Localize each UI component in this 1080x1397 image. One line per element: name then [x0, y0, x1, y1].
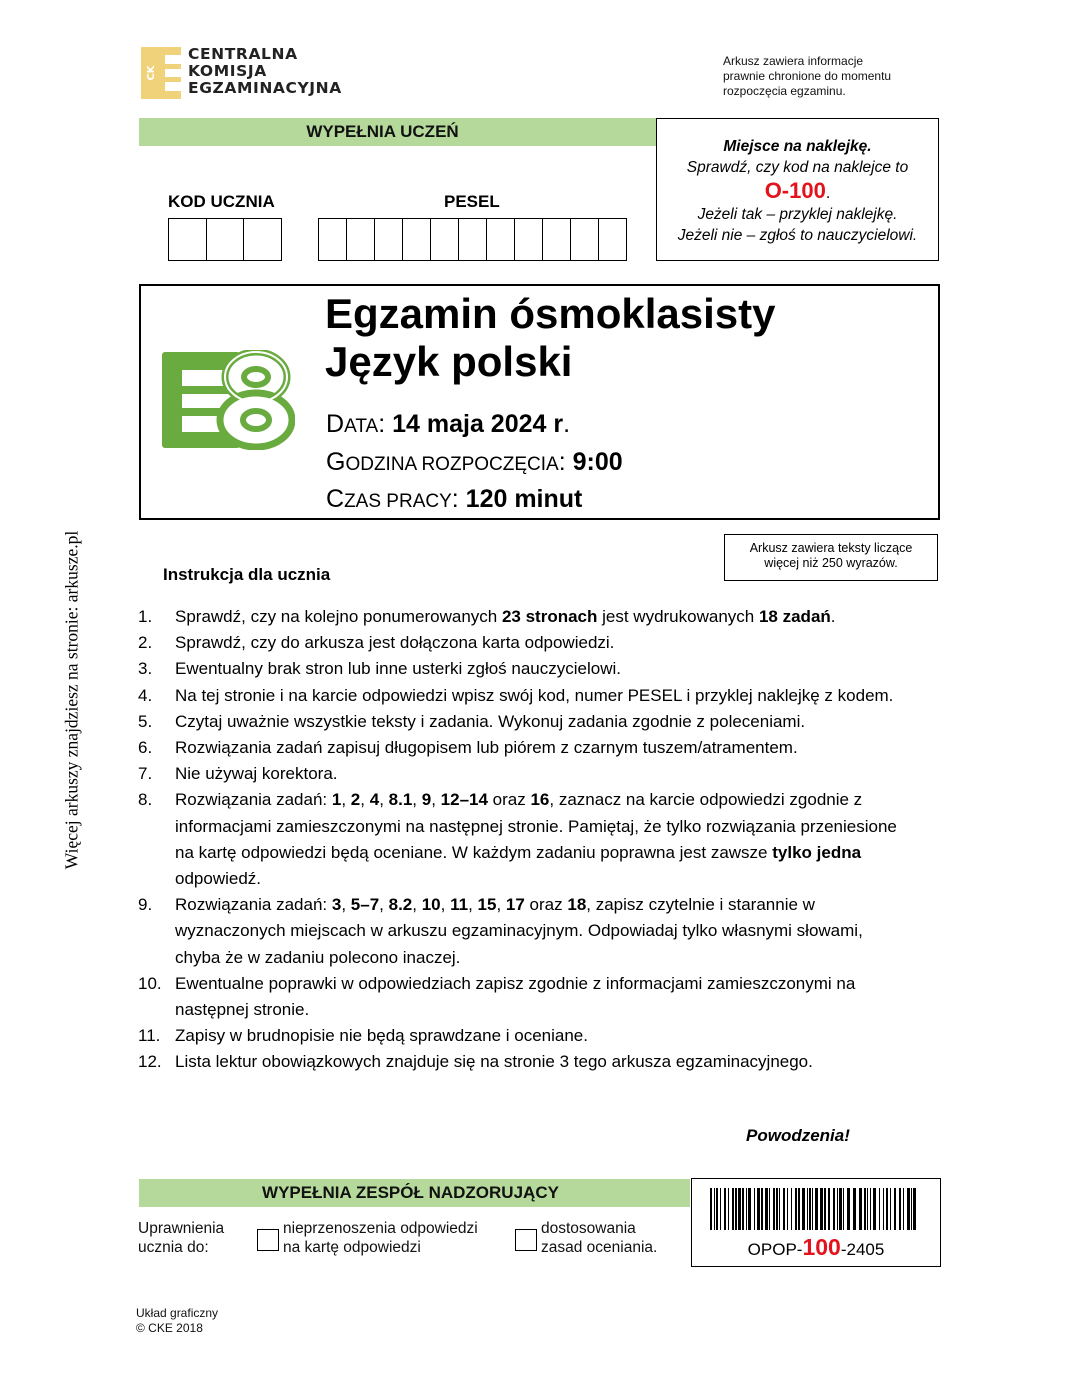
pesel-digit-box[interactable] [599, 219, 626, 260]
instruction-item [138, 1023, 898, 1049]
barcode-prefix: OPOP- [747, 1240, 803, 1259]
legal-note [723, 54, 891, 99]
instruction-number: 10. [138, 973, 162, 993]
no-answer-transfer-checkbox[interactable] [257, 1229, 279, 1251]
pesel-digit-box[interactable] [319, 219, 347, 260]
instruction-number: 4. [138, 685, 153, 705]
duration-label-cap: C [326, 485, 345, 513]
option1-line: nieprzenoszenia odpowiedzi [283, 1220, 478, 1237]
kod-digit-box[interactable] [244, 219, 281, 260]
logo-line-2: KOMISJA [188, 62, 267, 80]
adjusted-grading-label [541, 1219, 657, 1257]
instruction-item [138, 656, 898, 682]
kod-ucznia-label: KOD UCZNIA [168, 192, 275, 211]
cke-logo-text [188, 46, 342, 97]
sticker-code: O-100 [764, 178, 826, 203]
instruction-text: Ewentualne poprawki w odpowiedziach zapisz zgodnie z informacjami zamieszczonymi na następnej stronie. [175, 973, 856, 1020]
instruction-number: 6. [138, 738, 153, 758]
instruction-number: 3. [138, 659, 153, 679]
instruction-item [138, 604, 898, 630]
supervisor-band-label: WYPEŁNIA ZESPÓŁ NADZORUJĄCY [262, 1183, 559, 1202]
instruction-number: 8. [138, 790, 153, 810]
date-value: 14 maja 2024 r [392, 410, 564, 438]
exam-title-line-1: Egzamin ósmoklasisty [325, 290, 776, 337]
instruction-number: 12. [138, 1052, 162, 1072]
instruction-text: Czytaj uważnie wszystkie teksty i zadania. Wykonuj zadania zgodnie z poleceniami. [175, 711, 806, 731]
barcode-suffix: -2405 [840, 1240, 885, 1259]
duration-label-rest: ZAS [344, 491, 387, 512]
date-label-cap: D [326, 410, 345, 438]
instruction-text: Lista lektur obowiązkowych znajduje się na stronie 3 tego arkusza egzaminacyjnego. [175, 1052, 813, 1072]
sticker-title: Miejsce na naklejkę. [723, 138, 872, 155]
barcode-icon [710, 1188, 920, 1230]
duration-value: 120 minut [465, 485, 583, 513]
instruction-text: Sprawdź, czy do arkusza jest dołączona karta odpowiedzi. [175, 633, 615, 653]
good-luck-text: Powodzenia! [746, 1126, 850, 1145]
rights-label-line: ucznia do: [138, 1239, 209, 1256]
logo-line-1: CENTRALNA [188, 45, 298, 63]
pesel-label: PESEL [444, 192, 500, 211]
exam-date: DATA: 14 maja 2024 r. [326, 410, 571, 438]
instruction-number: 7. [138, 764, 153, 784]
date-label-rest: ATA [344, 416, 379, 437]
footer-credit [136, 1306, 218, 1336]
footer-line: Układ graficzny [136, 1306, 219, 1320]
pesel-digit-box[interactable] [403, 219, 431, 260]
barcode-code [691, 1234, 941, 1261]
pesel-digit-box[interactable] [375, 219, 403, 260]
instruction-item [138, 971, 898, 1023]
sticker-placeholder[interactable] [656, 118, 939, 261]
kod-ucznia-input[interactable] [168, 218, 282, 261]
instruction-text: Sprawdź, czy na kolejno ponumerowanych 23 stronach jest wydrukowanych 18 zadań. [175, 607, 836, 626]
side-watermark: Więcej arkuszy znajdziesz na stronie: arkusze.pl [61, 530, 82, 870]
pesel-digit-box[interactable] [459, 219, 487, 260]
legal-note-line: prawnie chronione do momentu [723, 69, 892, 83]
instruction-item [138, 892, 898, 971]
exam-title [325, 290, 776, 386]
option1-line: na kartę odpowiedzi [283, 1239, 421, 1256]
e8-logo-icon [160, 350, 295, 450]
svg-text:CK: CK [146, 65, 157, 81]
adjusted-grading-checkbox[interactable] [515, 1229, 537, 1251]
instruction-item [138, 709, 898, 735]
pesel-digit-box[interactable] [571, 219, 599, 260]
legal-note-line: rozpoczęcia egzaminu. [723, 84, 846, 98]
sticker-no-text: Jeżeli nie – zgłoś to nauczycielowi. [677, 227, 918, 244]
instructions-list [138, 604, 898, 1076]
instruction-text: Na tej stronie i na karcie odpowiedzi wpisz swój kod, numer PESEL i przyklej naklejkę z kodem. [175, 685, 894, 705]
time-label-rest: ODZINA ROZPOCZĘCIA [345, 454, 559, 475]
instruction-text: Rozwiązania zadań: 1, 2, 4, 8.1, 9, 12–14 oraz 16, zaznacz na karcie odpowiedzi zgodnie z informacjami zamieszczonymi na następnej stronie. Pamiętaj, że tylko rozwiązania przeniesione na kartę odpowiedzi będą oceniane. W każdym zadaniu poprawna jest zawsze tylko jedna odpowiedź. [175, 790, 897, 889]
option2-line: zasad oceniania. [541, 1239, 658, 1256]
option2-line: dostosowania [541, 1220, 636, 1237]
instruction-text: Zapisy w brudnopisie nie będą sprawdzane i oceniane. [175, 1026, 588, 1046]
duration-label-rest2: PRACY [386, 491, 452, 512]
instruction-number: 5. [138, 711, 153, 731]
legal-note-line: Arkusz zawiera informacje [723, 54, 864, 68]
word-note-line: więcej niż 250 wyrazów. [764, 556, 898, 570]
pesel-digit-box[interactable] [347, 219, 375, 260]
instruction-text: Rozwiązania zadań: 3, 5–7, 8.2, 10, 11, 15, 17 oraz 18, zapisz czytelnie i starannie w wyznaczonych miejscach w arkuszu egzaminacyjnym. Odpowiadaj tylko własnymi słowami, chyba że w zadaniu polecono inaczej. [175, 895, 863, 967]
instruction-item [138, 735, 898, 761]
sticker-check-text: Sprawdź, czy kod na naklejce to [686, 159, 909, 176]
instruction-text: Rozwiązania zadań zapisuj długopisem lub piórem z czarnym tuszem/atramentem. [175, 738, 798, 758]
student-rights-label [138, 1219, 224, 1257]
time-label-cap: G [326, 448, 346, 476]
pesel-input[interactable] [318, 218, 627, 261]
instruction-number: 9. [138, 895, 153, 915]
instruction-item [138, 630, 898, 656]
logo-line-3: EGZAMINACYJNA [188, 79, 342, 97]
pesel-digit-box[interactable] [515, 219, 543, 260]
instruction-number: 1. [138, 607, 153, 626]
word-count-note [724, 534, 938, 581]
rights-label-line: Uprawnienia [138, 1220, 225, 1237]
instruction-text: Ewentualny brak stron lub inne usterki zgłoś nauczycielowi. [175, 659, 622, 679]
cke-logo-icon [141, 47, 181, 99]
instruction-item [138, 1049, 898, 1075]
pesel-digit-box[interactable] [487, 219, 515, 260]
word-note-line: Arkusz zawiera teksty liczące [749, 541, 913, 555]
no-answer-transfer-label [283, 1219, 478, 1257]
time-value: 9:00 [572, 448, 623, 476]
exam-start-time: GODZINA ROZPOCZĘCIA: 9:00 [326, 448, 623, 476]
supervisor-fill-band [139, 1179, 690, 1207]
footer-line: © CKE 2018 [136, 1321, 203, 1335]
instruction-text: Nie używaj korektora. [175, 764, 338, 784]
instruction-item [138, 761, 898, 787]
kod-digit-box[interactable] [169, 219, 207, 260]
instruction-item [138, 787, 898, 892]
instruction-item [138, 683, 898, 709]
exam-duration: CZAS PRACY: 120 minut [326, 485, 583, 513]
sticker-yes-text: Jeżeli tak – przyklej naklejkę. [697, 206, 898, 223]
kod-digit-box[interactable] [207, 219, 245, 260]
instruction-number: 11. [138, 1026, 161, 1046]
student-fill-band [139, 118, 656, 146]
student-band-label: WYPEŁNIA UCZEŃ [306, 122, 459, 141]
exam-subject: Język polski [325, 338, 573, 385]
barcode-variant: 100 [802, 1234, 841, 1260]
pesel-digit-box[interactable] [431, 219, 459, 260]
sticker-code-suffix: . [825, 185, 831, 202]
instructions-title: Instrukcja dla ucznia [163, 565, 331, 584]
instruction-number: 2. [138, 633, 153, 653]
pesel-digit-box[interactable] [543, 219, 571, 260]
